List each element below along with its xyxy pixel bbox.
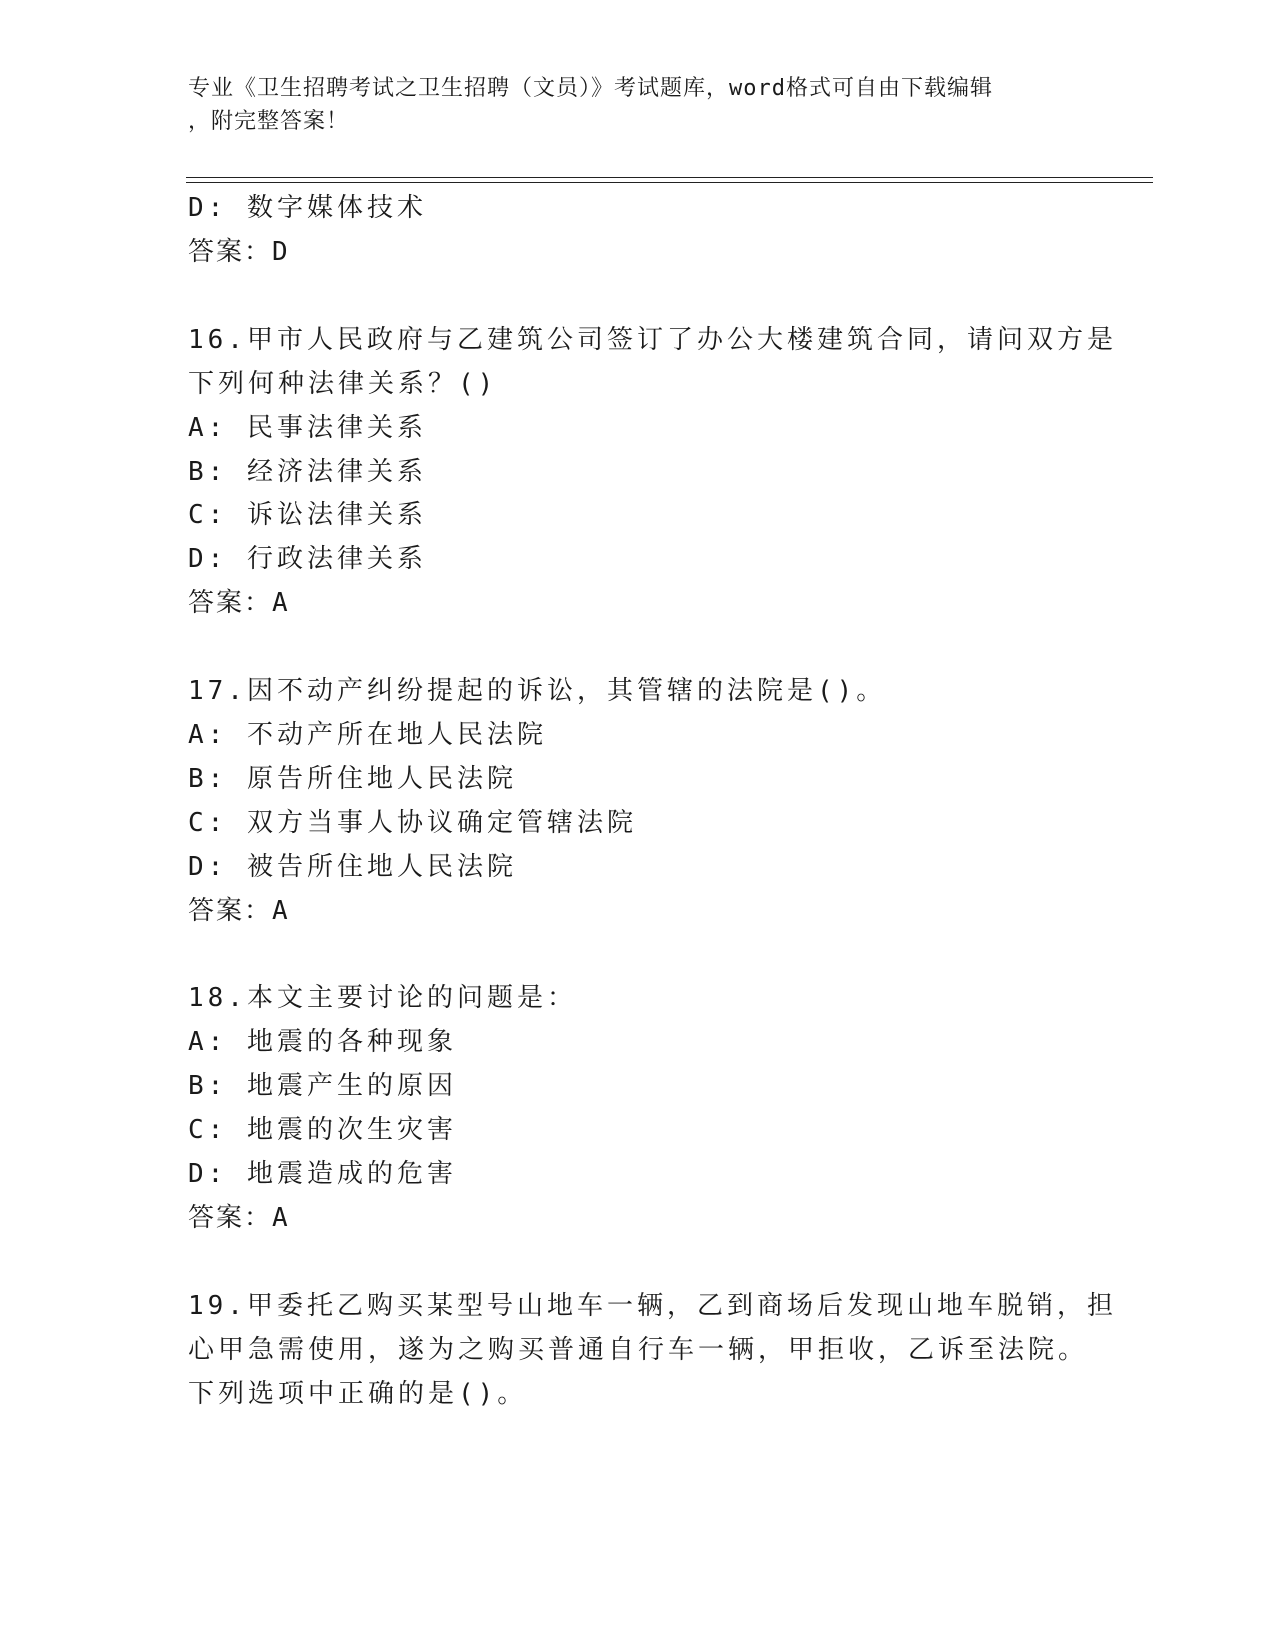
q18-option-c: C: 地震的次生灾害 [188, 1115, 457, 1145]
document-header [188, 72, 1068, 138]
header-rule-bottom [186, 182, 1153, 183]
q17-option-d: D: 被告所住地人民法院 [188, 852, 517, 882]
prev-option-d: D: 数字媒体技术 [188, 193, 427, 223]
q17-option-a: A: 不动产所在地人民法院 [188, 720, 547, 750]
q18-answer: 答案：A [188, 1203, 290, 1233]
q16-stem-line-2: 下列何种法律关系？() [188, 369, 498, 399]
q18-option-b: B: 地震产生的原因 [188, 1071, 457, 1101]
q17-answer: 答案：A [188, 896, 290, 926]
q16-answer: 答案：A [188, 588, 290, 618]
q16-option-a: A: 民事法律关系 [188, 413, 427, 443]
q16-stem-line-1: 16.甲市人民政府与乙建筑公司签订了办公大楼建筑合同，请问双方是 [188, 325, 1117, 355]
q18-stem-line-1: 18.本文主要讨论的问题是： [188, 983, 577, 1013]
header-line-2: ，附完整答案！ [188, 109, 350, 134]
q18-option-a: A: 地震的各种现象 [188, 1027, 457, 1057]
q18-option-d: D: 地震造成的危害 [188, 1159, 457, 1189]
q19-stem-line-2: 心甲急需使用，遂为之购买普通自行车一辆，甲拒收，乙诉至法院。 [188, 1335, 1089, 1365]
prev-answer: 答案：D [188, 237, 290, 267]
q19-stem-line-3: 下列选项中正确的是()。 [188, 1379, 528, 1409]
q19-stem-line-1: 19.甲委托乙购买某型号山地车一辆，乙到商场后发现山地车脱销，担 [188, 1291, 1117, 1321]
q16-option-c: C: 诉讼法律关系 [188, 500, 427, 530]
header-line-1: 专业《卫生招聘考试之卫生招聘（文员）》考试题库，word格式可自由下载编辑 [188, 76, 993, 101]
header-rule-top [186, 177, 1153, 178]
q17-stem-line-1: 17.因不动产纠纷提起的诉讼，其管辖的法院是()。 [188, 676, 887, 706]
q17-option-c: C: 双方当事人协议确定管辖法院 [188, 808, 637, 838]
q16-option-d: D: 行政法律关系 [188, 544, 427, 574]
q16-option-b: B: 经济法律关系 [188, 457, 427, 487]
q17-option-b: B: 原告所住地人民法院 [188, 764, 517, 794]
